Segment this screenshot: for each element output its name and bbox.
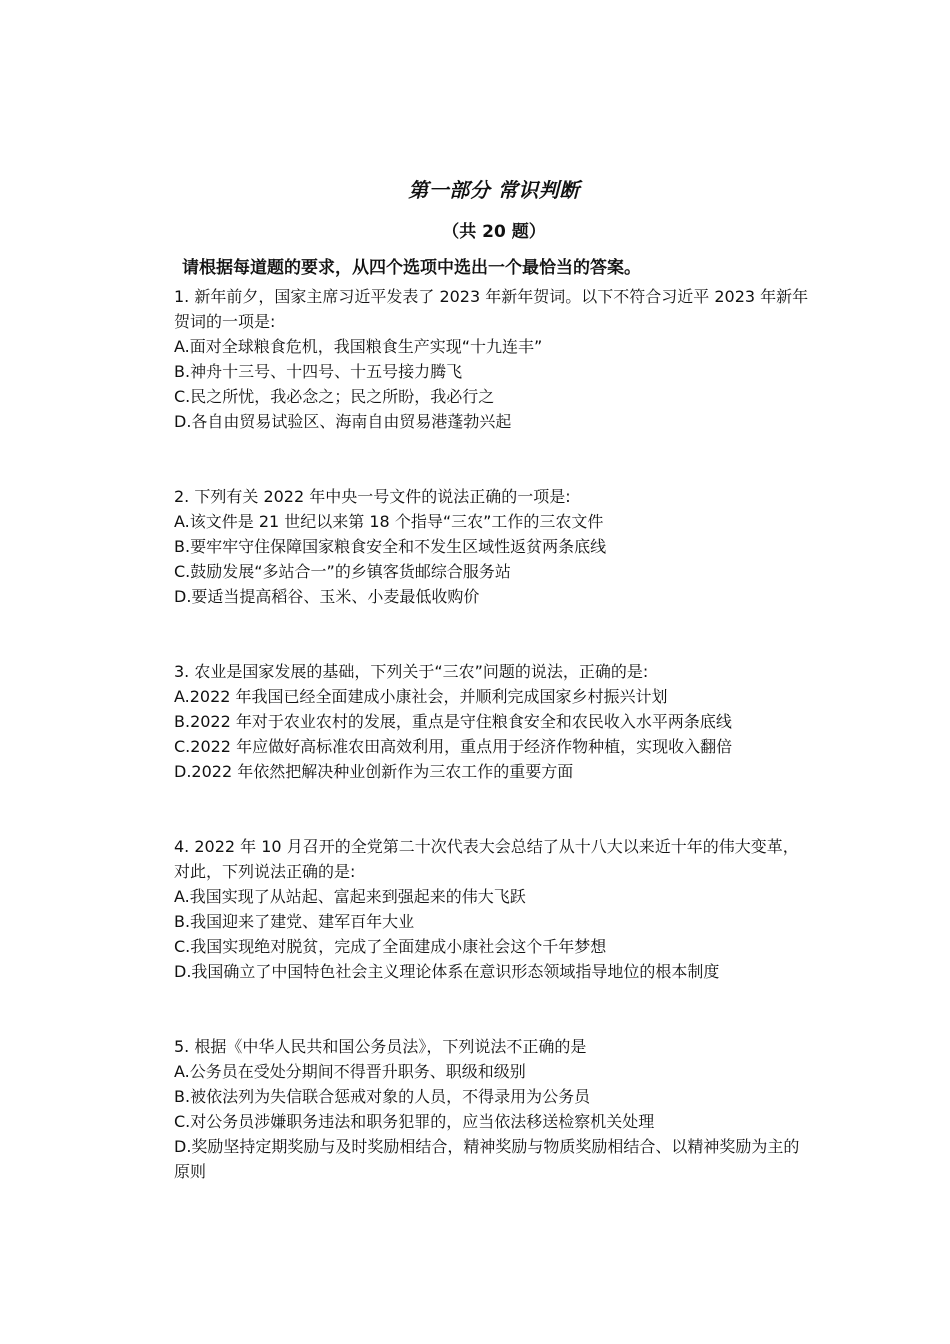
option-d: D.要适当提高稻谷、玉米、小麦最低收购价 <box>174 587 480 606</box>
question-3 <box>174 659 814 784</box>
question-stem: 5. 根据《中华人民共和国公务员法》，下列说法不正确的是 <box>174 1037 587 1056</box>
option-d: D.各自由贸易试验区、海南自由贸易港蓬勃兴起 <box>174 412 512 431</box>
question-stem: 4. 2022 年 10 月召开的全党第二十次代表大会总结了从十八大以来近十年的伟大变革，对此，下列说法正确的是: <box>174 837 799 881</box>
option-b: B.2022 年对于农业农村的发展，重点是守住粮食安全和农民收入水平两条底线 <box>174 712 732 731</box>
document-page <box>174 176 814 1184</box>
instruction-text: 请根据每道题的要求，从四个选项中选出一个最恰当的答案。 <box>182 258 641 278</box>
question-stem: 1. 新年前夕，国家主席习近平发表了 2023 年新年贺词。以下不符合习近平 2023 年新年贺词的一项是: <box>174 287 809 331</box>
option-c: C.我国实现绝对脱贫，完成了全面建成小康社会这个千年梦想 <box>174 937 607 956</box>
option-a: A.2022 年我国已经全面建成小康社会，并顺利完成国家乡村振兴计划 <box>174 687 668 706</box>
option-d: D.奖励坚持定期奖励与及时奖励相结合，精神奖励与物质奖励相结合、以精神奖励为主的原则 <box>174 1137 800 1181</box>
option-a: A.我国实现了从站起、富起来到强起来的伟大飞跃 <box>174 887 526 906</box>
question-stem: 3. 农业是国家发展的基础，下列关于“三农”问题的说法，正确的是: <box>174 662 649 681</box>
option-a: A.公务员在受处分期间不得晋升职务、职级和级别 <box>174 1062 526 1081</box>
question-4 <box>174 834 814 984</box>
question-5 <box>174 1034 814 1184</box>
option-d: D.我国确立了中国特色社会主义理论体系在意识形态领域指导地位的根本制度 <box>174 962 720 981</box>
option-d: D.2022 年依然把解决种业创新作为三农工作的重要方面 <box>174 762 574 781</box>
option-b: B.神舟十三号、十四号、十五号接力腾飞 <box>174 362 463 381</box>
question-count: （共 20 题） <box>442 222 546 242</box>
option-c: C.对公务员涉嫌职务违法和职务犯罪的，应当依法移送检察机关处理 <box>174 1112 655 1131</box>
question-list <box>174 284 814 1184</box>
section-title: 第一部分 常识判断 <box>408 178 580 202</box>
question-2 <box>174 484 814 609</box>
option-a: A.该文件是 21 世纪以来第 18 个指导“三农”工作的三农文件 <box>174 512 604 531</box>
option-b: B.我国迎来了建党、建军百年大业 <box>174 912 415 931</box>
option-b: B.被依法列为失信联合惩戒对象的人员，不得录用为公务员 <box>174 1087 591 1106</box>
option-b: B.要牢牢守住保障国家粮食安全和不发生区域性返贫两条底线 <box>174 537 607 556</box>
question-stem: 2. 下列有关 2022 年中央一号文件的说法正确的一项是: <box>174 487 571 506</box>
question-1 <box>174 284 814 434</box>
option-c: C.鼓励发展“多站合一”的乡镇客货邮综合服务站 <box>174 562 511 581</box>
option-c: C.民之所忧，我必念之；民之所盼，我必行之 <box>174 387 495 406</box>
option-c: C.2022 年应做好高标准农田高效利用，重点用于经济作物种植，实现收入翻倍 <box>174 737 733 756</box>
option-a: A.面对全球粮食危机，我国粮食生产实现“十九连丰” <box>174 337 543 356</box>
